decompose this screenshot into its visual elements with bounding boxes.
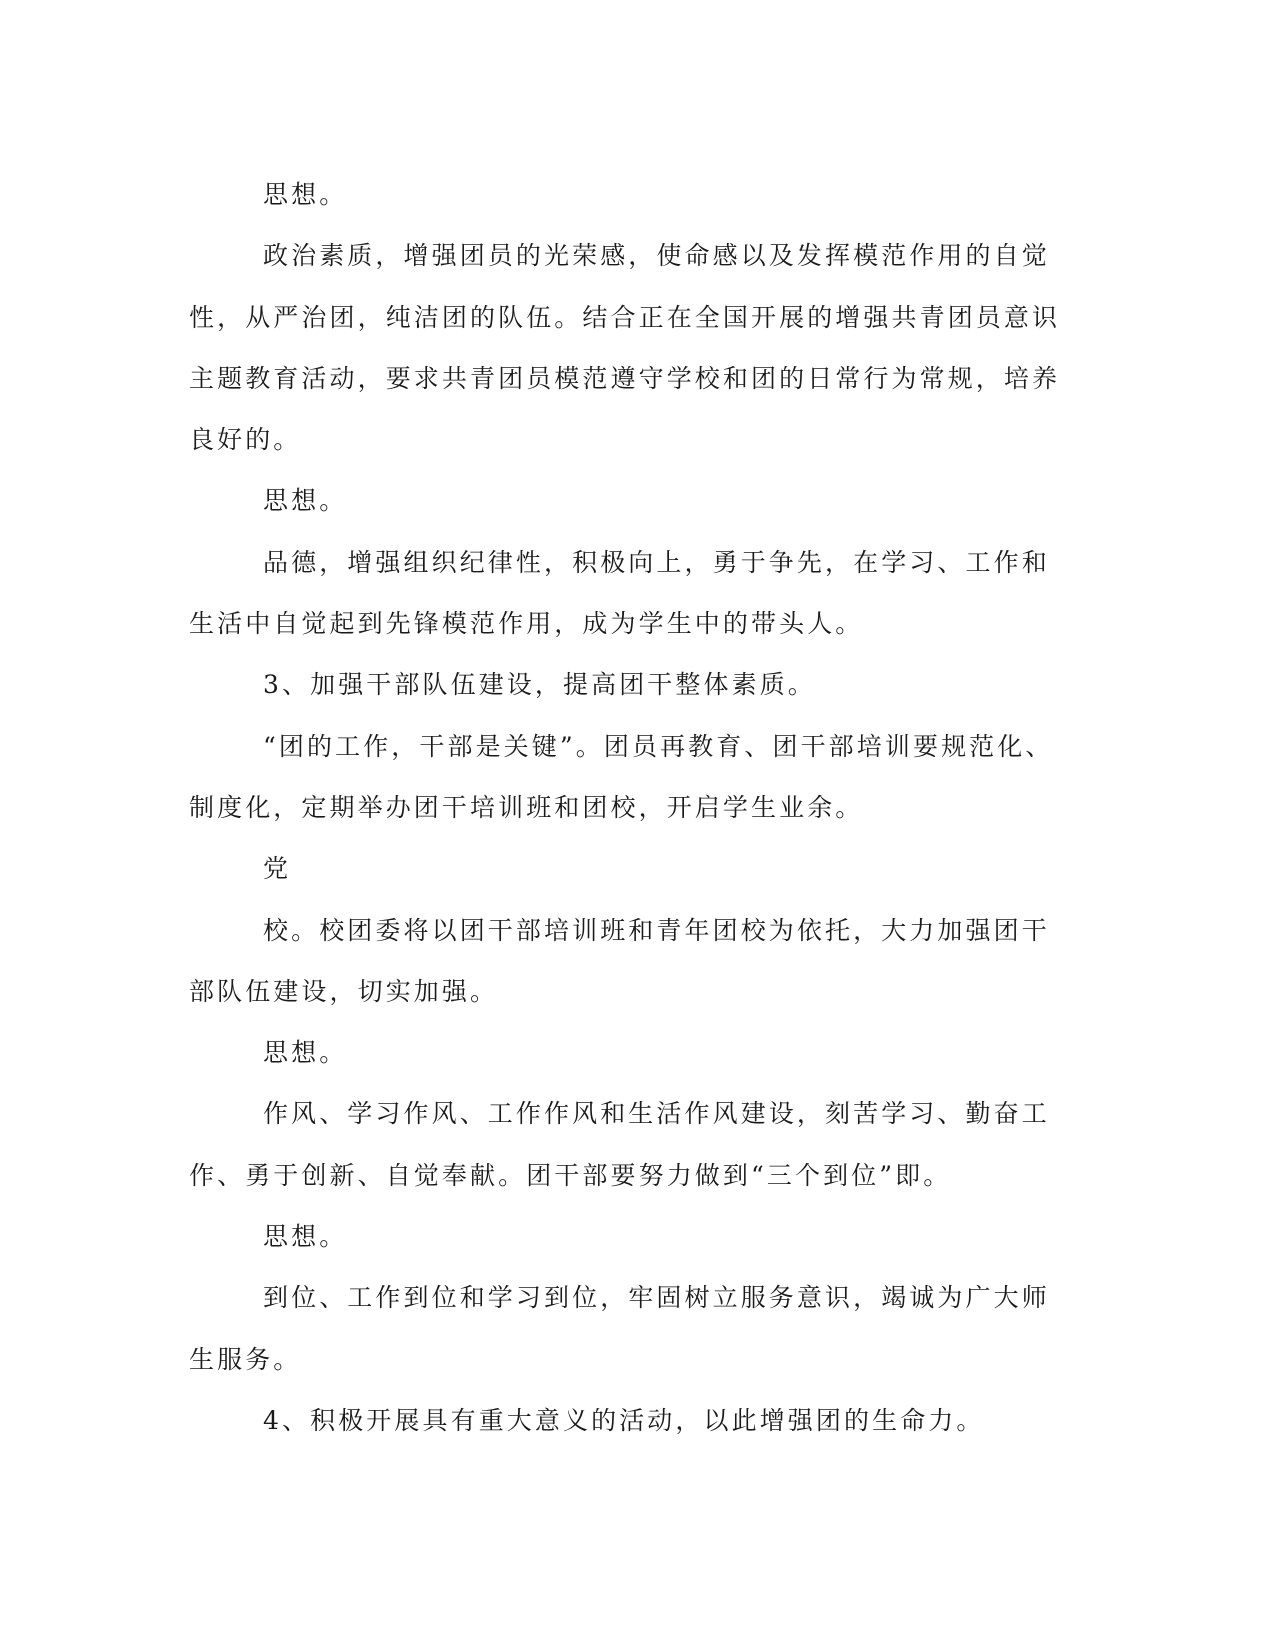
paragraph-3: 思想。 — [263, 486, 348, 516]
paragraph-5: 3、加强干部队伍建设，提高团干整体素质。 — [263, 670, 816, 700]
paragraph-13: 4、积极开展具有重大意义的活动，以此增强团的生命力。 — [263, 1405, 985, 1435]
paragraph-4: 品德，增强组织纪律性，积极向上，勇于争先，在学习、工作和生活中自觉起到先锋模范作用，成为学生中的带头人。 — [189, 547, 1050, 639]
paragraph-9: 思想。 — [263, 1038, 348, 1068]
paragraph-6: “团的工作，干部是关键”。团员再教育、团干部培训要规范化、制度化，定期举办团干培训班和团校，开启学生业余。 — [189, 731, 1054, 822]
paragraph-12: 到位、工作到位和学习到位，牢固树立服务意识，竭诚为广大师生服务。 — [189, 1283, 1050, 1374]
document-body — [189, 164, 1069, 1451]
paragraph-7: 党 — [263, 854, 292, 884]
paragraph-2: 政治素质，增强团员的光荣感，使命感以及发挥模范作用的自觉性，从严治团，纯洁团的队伍。结合正在全国开展的增强共青团员意识主题教育活动，要求共青团员模范遵守学校和团的日常行为常规，培养良好的。 — [189, 241, 1061, 455]
paragraph-1: 思想。 — [263, 180, 348, 209]
paragraph-10: 作风、学习作风、工作作风和生活作风建设，刻苦学习、勤奋工作、勇于创新、自觉奉献。团干部要努力做到“三个到位”即。 — [189, 1099, 1050, 1190]
paragraph-8: 校。校团委将以团干部培训班和青年团校为依托，大力加强团干部队伍建设，切实加强。 — [189, 915, 1050, 1006]
paragraph-11: 思想。 — [263, 1222, 348, 1252]
